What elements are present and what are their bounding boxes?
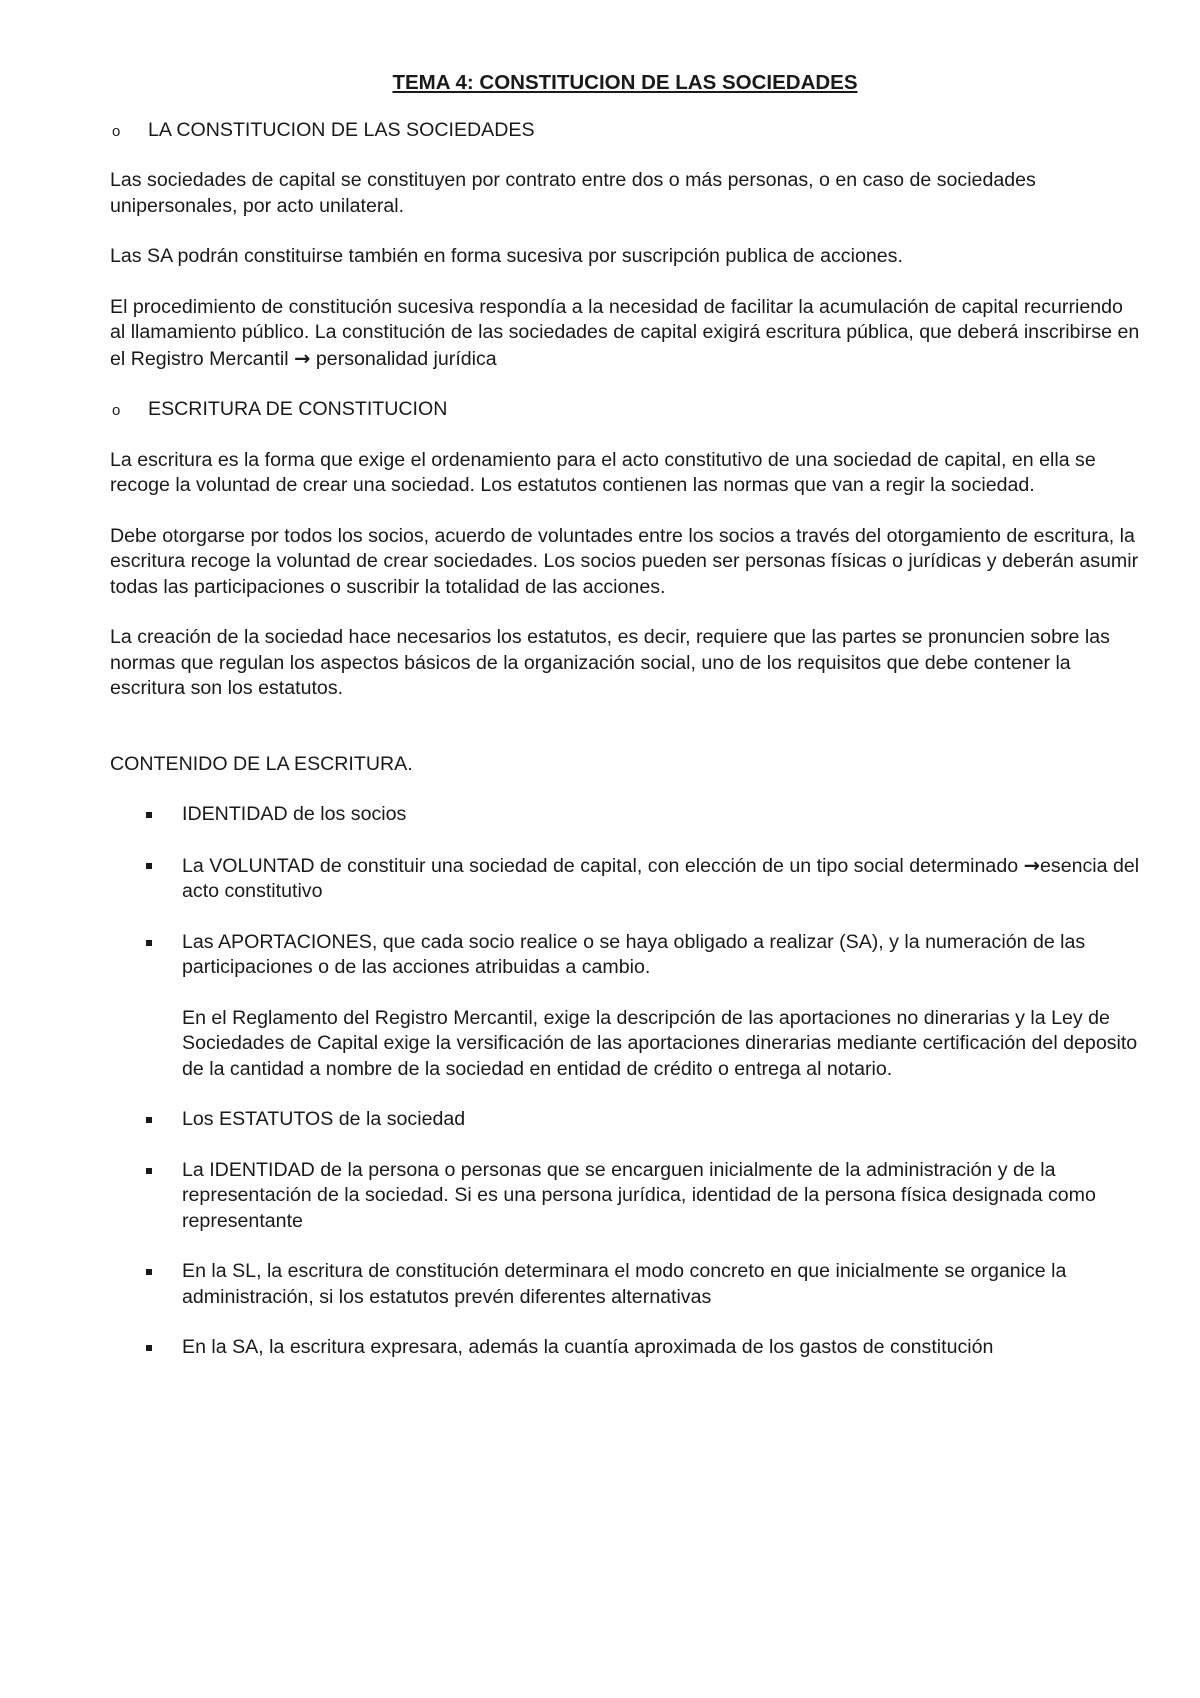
- section-marker: o: [112, 402, 121, 419]
- list-item-subparagraph: En el Reglamento del Registro Mercantil, exige la descripción de las aportaciones no dinerarias y la Ley de Sociedades de Capital exige la versificación de las aportaciones dinerarias mediante certificación del deposito de la cantidad a nombre de la sociedad en entidad de crédito o entrega al notario.: [182, 1006, 1138, 1080]
- paragraph: Las sociedades de capital se constituyen por contrato entre dos o más personas, o en caso de sociedades unipersonales, por acto unilateral.: [110, 169, 1036, 217]
- list-item-text: La IDENTIDAD de la persona o personas que se encarguen inicialmente de la administración y de la representación de la sociedad. Si es una persona jurídica, identidad de la persona física designada como representante: [182, 1158, 1096, 1232]
- list-item: [110, 1107, 1140, 1133]
- bullet-square-icon: [146, 1269, 152, 1275]
- list-item: [110, 930, 1140, 1083]
- section-heading-constitucion: [110, 118, 1140, 145]
- paragraph: Debe otorgarse por todos los socios, acuerdo de voluntades entre los socios a través del otorgamiento de escritura, la escritura recoge la voluntad de crear sociedades. Los socios pueden ser personas físicas o jurídicas y deberán asumir todas las participaciones o suscribir la totalidad de las acciones.: [110, 524, 1139, 598]
- list-item-text: Las APORTACIONES, que cada socio realice o se haya obligado a realizar (SA), y la numeración de las participaciones o de las acciones atribuidas a cambio.: [182, 930, 1086, 978]
- section-heading-escritura: [110, 397, 1140, 424]
- bullet-square-icon: [146, 940, 152, 946]
- list-item-text: En la SA, la escritura expresara, además la cuantía aproximada de los gastos de constitución: [182, 1336, 994, 1358]
- list-item-text: En la SL, la escritura de constitución determinara el modo concreto en que inicialmente se organice la administración, si los estatutos prevén diferentes alternativas: [182, 1260, 1067, 1308]
- section-heading-text: ESCRITURA DE CONSTITUCION: [148, 398, 448, 420]
- bullet-square-icon: [146, 812, 152, 818]
- list-item: [110, 1259, 1140, 1310]
- list-item: [110, 1335, 1140, 1361]
- list-item: [110, 802, 1140, 828]
- list-item: [110, 1158, 1140, 1235]
- list-item-text: La VOLUNTAD de constituir una sociedad de capital, con elección de un tipo social determinado: [182, 854, 1024, 877]
- paragraph-text: El procedimiento de constitución sucesiva respondía a la necesidad de facilitar la acumulación de capital recurriendo al llamamiento público. La constitución de las sociedades de capital exigirá escritura pública, que deberá inscribirse en el Registro Mercantil: [110, 295, 1140, 370]
- list-item-text: Los ESTATUTOS de la sociedad: [182, 1108, 466, 1130]
- document-content: [110, 70, 1140, 1386]
- arrow-right-icon: →: [1023, 853, 1040, 877]
- arrow-right-icon: →: [294, 346, 311, 370]
- page-title: TEMA 4: CONSTITUCION DE LAS SOCIEDADES: [392, 71, 858, 94]
- contenido-list: [110, 802, 1140, 1361]
- list-item-text: esencia del acto constitutivo: [182, 854, 1140, 902]
- paragraph: La creación de la sociedad hace necesarios los estatutos, es decir, requiere que las partes se pronuncien sobre las normas que regulan los aspectos básicos de la organización social, uno de los requisitos que debe contener la escritura son los estatutos.: [110, 626, 1110, 699]
- list-item: [110, 853, 1140, 905]
- bullet-square-icon: [146, 1168, 152, 1174]
- contenido-heading: CONTENIDO DE LA ESCRITURA.: [110, 752, 413, 775]
- paragraph: La escritura es la forma que exige el ordenamiento para el acto constitutivo de una sociedad de capital, en ella se recoge la voluntad de crear una sociedad. Los estatutos contienen las normas que van a regir la sociedad.: [110, 448, 1096, 496]
- bullet-square-icon: [146, 1117, 152, 1123]
- section-marker: o: [112, 122, 121, 140]
- bullet-square-icon: [146, 1345, 152, 1351]
- section-heading-text: LA CONSTITUCION DE LAS SOCIEDADES: [148, 118, 535, 141]
- paragraph: [110, 295, 1140, 373]
- paragraph-text: personalidad jurídica: [310, 347, 497, 370]
- bullet-square-icon: [146, 863, 152, 869]
- paragraph: Las SA podrán constituirse también en forma sucesiva por suscripción publica de acciones.: [110, 245, 903, 267]
- list-item-text: IDENTIDAD de los socios: [182, 803, 407, 825]
